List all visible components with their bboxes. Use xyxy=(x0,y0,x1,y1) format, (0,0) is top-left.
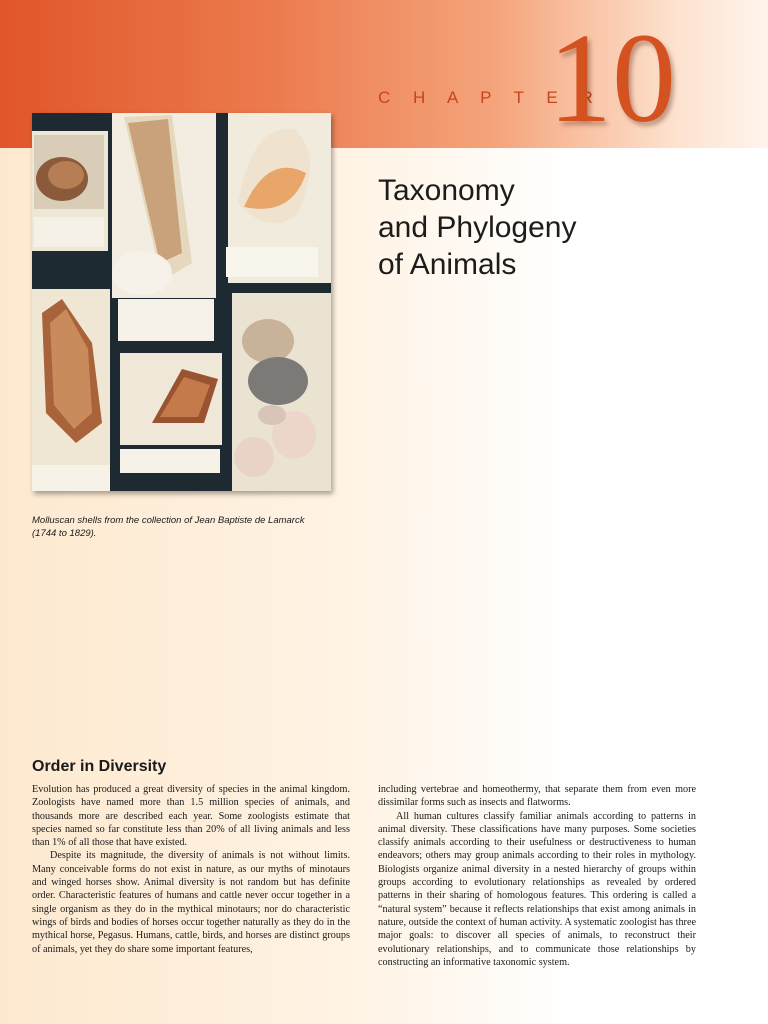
caption-line: (1744 to 1829). xyxy=(32,528,97,539)
shell-photo-drawing xyxy=(32,113,331,491)
chapter-label: C H A P T E R xyxy=(378,88,602,107)
body-column-right xyxy=(378,783,696,969)
figure-caption xyxy=(32,514,352,540)
body-paragraph: All human cultures classify familiar animals according to patterns in animal diversity. These classifications have many purposes. Some societies classify animals according to their usefulness or destructiveness to human endeavors; others may group animals according to their roles in mythology. Biologists organize animal diversity in a nested hierarchy of groups within groups according to evolutionary relationships as revealed by ordered patterns in their sharing of homologous features. This ordering is called a “natural system” because it reflects relationships that exist among animals in nature, outside the context of human activity. A systematic zoologist has three major goals: to discover all species of animals, to reconstruct their evolutionary relationships, and to communicate those relationships by constructing an informative taxonomic system. xyxy=(378,810,696,968)
body-paragraph: including vertebrae and homeothermy, that separate them from even more dissimilar forms such as insects and flatworms. xyxy=(378,784,696,809)
section-heading: Order in Diversity xyxy=(32,758,167,775)
caption-line: Molluscan shells from the collection of Jean Baptiste de Lamarck xyxy=(32,515,305,526)
chapter-title-line: Taxonomy xyxy=(378,174,515,207)
body-paragraph: Evolution has produced a great diversity of species in the animal kingdom. Zoologists have named more than 1.5 million species of animals, and thousands more are described each year. Some zoologists estimate that species named so far constitute less than 20% of all living animals and less than 1% of all those that have existed. xyxy=(32,784,350,849)
chapter-title-line: of Animals xyxy=(378,248,517,281)
chapter-title xyxy=(378,172,678,283)
shell-collection-photo xyxy=(32,113,331,491)
body-paragraph: Despite its magnitude, the diversity of animals is not without limits. Many conceivable forms do not exist in nature, as our myths of minotaurs and winged horses show. Animal diversity is not random but has definite order. Characteristic features of humans and cattle never occur together in a single organism as they do in the mythical minotaurs; nor do characteristic wings of birds and bodies of horses occur together naturally as they do in the mythical horse, Pegasus. Humans, cattle, birds, and horses are distinct groups of animals, yet they do share some important features, xyxy=(32,850,350,955)
body-column-left xyxy=(32,783,350,956)
chapter-number: 10 xyxy=(548,7,676,149)
chapter-title-line: and Phylogeny xyxy=(378,211,577,244)
